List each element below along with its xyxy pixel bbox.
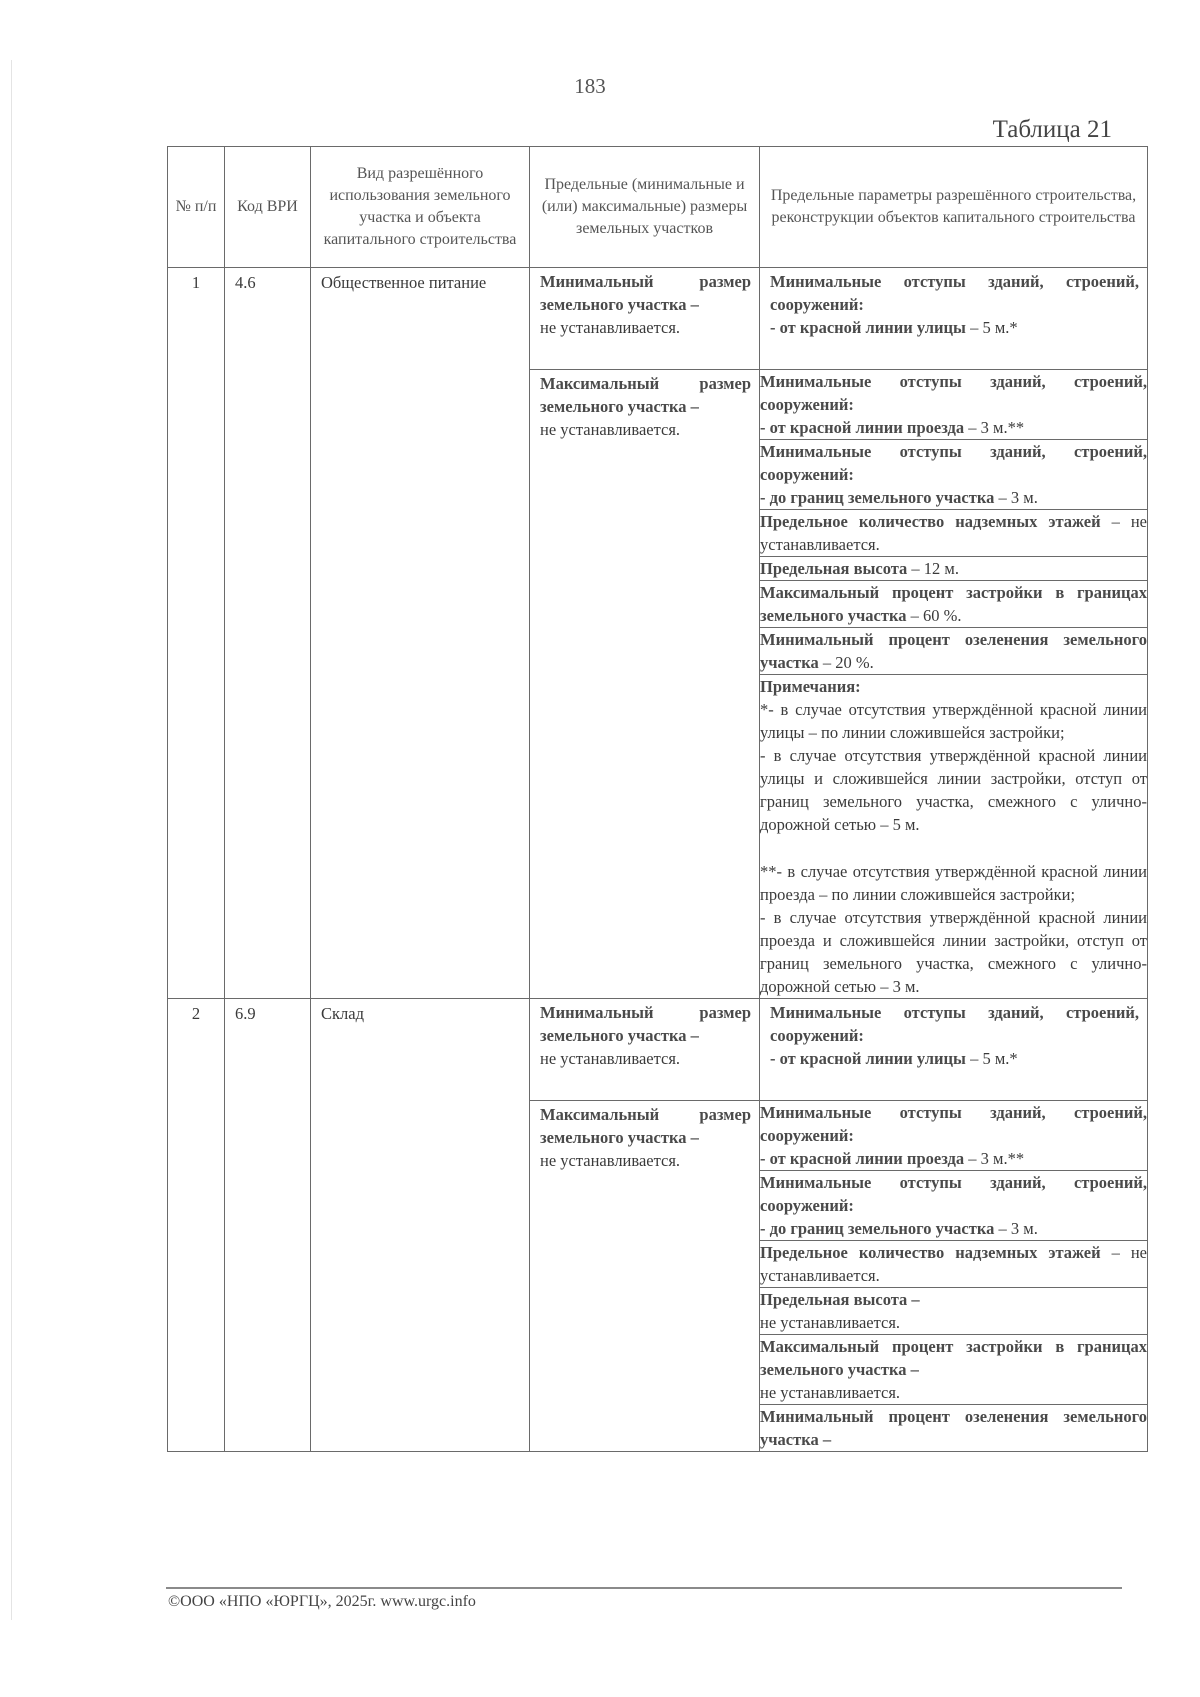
param-cell [760, 370, 1147, 440]
param-label: Минимальный процент озеленения земельного участка – [760, 1407, 1147, 1449]
param-label: Предельная высота – [760, 1290, 920, 1309]
max-size-cell [530, 1101, 760, 1452]
param-value: – 5 м.* [965, 318, 1018, 337]
max-size-cell [530, 370, 760, 999]
header-params: Предельные параметры разрешённого строительства, реконструкции объектов капитального строительства [760, 147, 1148, 268]
param-value: – 3 м. [994, 1219, 1038, 1238]
param-label: Предельная высота [760, 559, 908, 578]
param-value: не устанавливается. [760, 1313, 901, 1332]
param-label: Предельное количество надземных этажей [760, 512, 1101, 531]
params-subtable [760, 1101, 1147, 1451]
min-size-value: не устанавливается. [540, 1049, 681, 1068]
param-sublabel: - от красной линии проезда [760, 418, 965, 437]
max-size-value: не устанавливается. [540, 420, 681, 439]
param-cell [760, 1171, 1147, 1241]
param-label: Минимальные отступы зданий, строений, сооружений: [760, 1103, 1147, 1145]
param-value: – 12 м. [907, 559, 959, 578]
param-cell [760, 440, 1147, 510]
param-label: Минимальные отступы зданий, строений, сооружений: [760, 372, 1147, 414]
table-title: Таблица 21 [992, 116, 1112, 143]
param-cell [760, 268, 1148, 370]
param-label: Минимальный процент озеленения земельного участка [760, 630, 1147, 672]
param-value: – 3 м. [994, 488, 1038, 507]
param-sublabel: - от красной линии улицы [770, 318, 966, 337]
note-4: - в случае отсутствия утверждённой красной линии проезда и сложившейся линии застройки, отступ от границ земельного участка, смежного с улично-дорожной сетью – 3 м. [760, 908, 1147, 996]
param-cell [760, 628, 1147, 675]
table-row [168, 999, 1148, 1101]
param-cell [760, 1101, 1147, 1171]
param-cell [760, 1288, 1147, 1335]
param-cell [760, 557, 1147, 581]
note-3: **- в случае отсутствия утверждённой красной линии проезда – по линии сложившейся застройки; [760, 862, 1147, 904]
min-size-cell [530, 999, 760, 1101]
min-size-label: Минимальный размер земельного участка – [540, 1003, 751, 1045]
param-value: – не устанавливается. [760, 1243, 1147, 1285]
max-size-value: не устанавливается. [540, 1151, 681, 1170]
row-number: 2 [168, 999, 225, 1452]
param-cell [760, 1335, 1147, 1405]
param-sublabel: - до границ земельного участка [760, 488, 995, 507]
param-value: не устанавливается. [760, 1383, 901, 1402]
param-label: Минимальные отступы зданий, строений, сооружений: [770, 1003, 1139, 1045]
param-value: – 20 %. [818, 653, 874, 672]
footer-divider [166, 1587, 1122, 1589]
min-size-label: Минимальный размер земельного участка – [540, 272, 751, 314]
max-size-label: Максимальный размер земельного участка – [540, 1105, 751, 1147]
min-size-value: не устанавливается. [540, 318, 681, 337]
param-cell [760, 999, 1148, 1101]
notes-spacer [760, 836, 1147, 860]
header-size: Предельные (минимальные и (или) максимальные) размеры земельных участков [530, 147, 760, 268]
notes-title: Примечания: [760, 677, 861, 696]
footer-copyright: ©ООО «НПО «ЮРГЦ», 2025г. www.urgc.info [168, 1593, 476, 1610]
regulations-table [167, 146, 1148, 1452]
param-label: Минимальные отступы зданий, строений, сооружений: [770, 272, 1139, 314]
param-sublabel: - от красной линии улицы [770, 1049, 966, 1068]
header-code: Код ВРИ [225, 147, 311, 268]
row-vri: Склад [311, 999, 530, 1452]
notes-cell [760, 675, 1147, 999]
param-cell [760, 1241, 1147, 1288]
param-value: – 60 %. [906, 606, 962, 625]
table-row [168, 268, 1148, 370]
param-cell [760, 1405, 1147, 1452]
row-code: 6.9 [225, 999, 311, 1452]
table-header-row [168, 147, 1148, 268]
param-label: Минимальные отступы зданий, строений, сооружений: [760, 442, 1147, 484]
row-vri: Общественное питание [311, 268, 530, 999]
row-number: 1 [168, 268, 225, 999]
param-cell [760, 510, 1147, 557]
param-sublabel: - от красной линии проезда [760, 1149, 965, 1168]
param-label: Максимальный процент застройки в границах земельного участка [760, 583, 1147, 625]
param-sublabel: - до границ земельного участка [760, 1219, 995, 1238]
row-code: 4.6 [225, 268, 311, 999]
param-value: – 5 м.* [965, 1049, 1018, 1068]
params-group [760, 370, 1148, 999]
min-size-cell [530, 268, 760, 370]
param-value: – 3 м.** [964, 1149, 1025, 1168]
note-1: *- в случае отсутствия утверждённой красной линии улицы – по линии сложившейся застройки; [760, 700, 1147, 742]
param-label: Минимальные отступы зданий, строений, сооружений: [760, 1173, 1147, 1215]
param-value: – 3 м.** [964, 418, 1025, 437]
binding-edge-line [11, 60, 12, 1620]
page-number: 183 [574, 74, 606, 98]
param-label: Максимальный процент застройки в границах земельного участка – [760, 1337, 1147, 1379]
param-label: Предельное количество надземных этажей [760, 1243, 1101, 1262]
params-group [760, 1101, 1148, 1452]
param-value: – не устанавливается. [760, 512, 1147, 554]
param-cell [760, 581, 1147, 628]
max-size-label: Максимальный размер земельного участка – [540, 374, 751, 416]
header-num: № п/п [168, 147, 225, 268]
note-2: - в случае отсутствия утверждённой красной линии улицы и сложившейся линии застройки, отступ от границ земельного участка, смежного с улично-дорожной сетью – 5 м. [760, 746, 1147, 834]
header-vri: Вид разрешённого использования земельного участка и объекта капитального строительства [311, 147, 530, 268]
params-subtable [760, 370, 1147, 998]
